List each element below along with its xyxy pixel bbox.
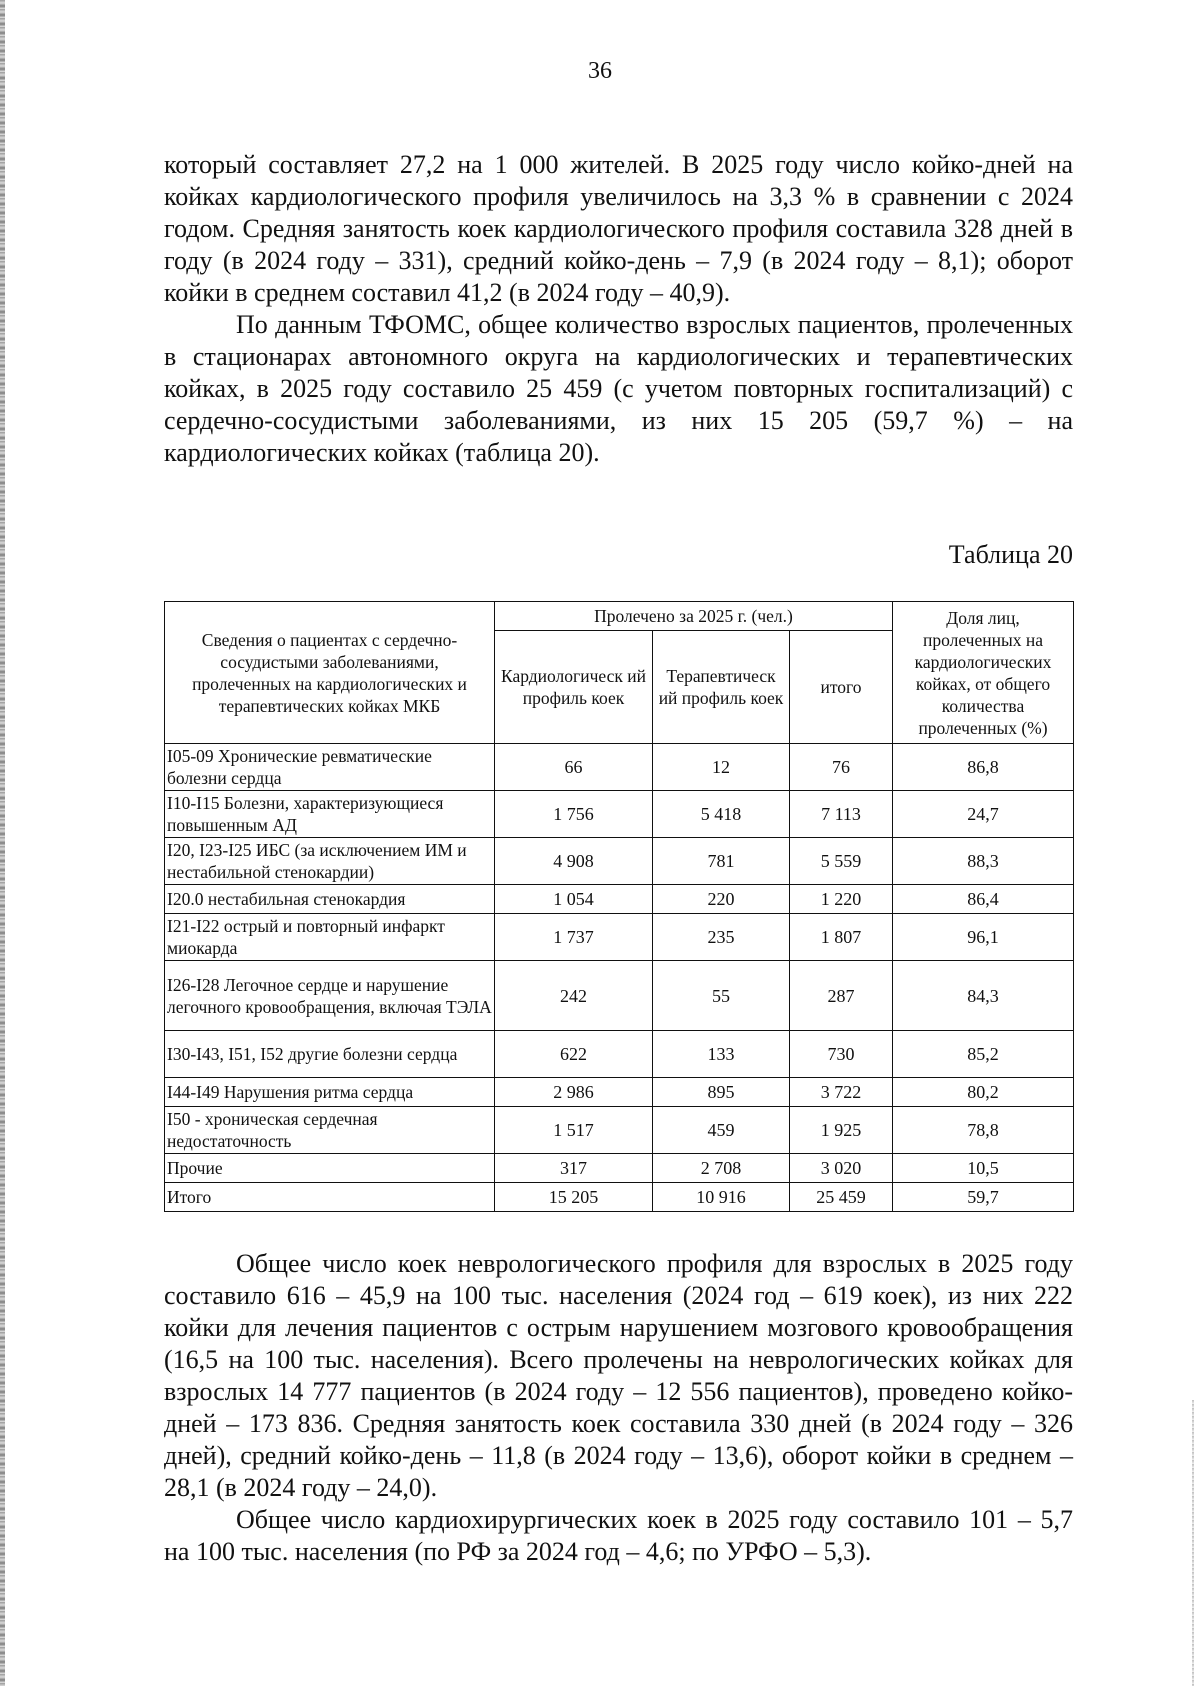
- cell-total: 1 220: [790, 885, 893, 914]
- cell-total: 1 807: [790, 914, 893, 961]
- row-label: I05-09 Хронические ревматические болезни сердца: [165, 744, 495, 791]
- cell-share: 88,3: [893, 838, 1074, 885]
- cell-total: 1 925: [790, 1107, 893, 1154]
- row-label: Итого: [165, 1183, 495, 1212]
- row-label: I26-I28 Легочное сердце и нарушение легочного кровообращения, включая ТЭЛА: [165, 961, 495, 1031]
- cell-share: 78,8: [893, 1107, 1074, 1154]
- row-label: I20, I23-I25 ИБС (за исключением ИМ и нестабильной стенокардии): [165, 838, 495, 885]
- table-row: [165, 1107, 1074, 1154]
- cell-cardio: 317: [495, 1154, 653, 1183]
- header-share: Доля лиц, пролеченных на кардиологических койках, от общего количества пролеченных (%): [893, 602, 1074, 744]
- cell-total: 76: [790, 744, 893, 791]
- paragraph: По данным ТФОМС, общее количество взрослых пациентов, пролеченных в стационарах автономного округа на кардиологических и терапевтических койках, в 2025 году составило 25 459 (с учетом повторных госпитализаций) с сердечно-сосудистыми заболеваниями, из них 15 205 (59,7 %) – на кардиологических койках (таблица 20).: [164, 310, 1073, 467]
- table-row: [165, 914, 1074, 961]
- cell-cardio: 622: [495, 1031, 653, 1078]
- cell-therapy: 895: [653, 1078, 790, 1107]
- table-row: [165, 1031, 1074, 1078]
- table-row: [165, 744, 1074, 791]
- table-row: [165, 838, 1074, 885]
- cell-total: 287: [790, 961, 893, 1031]
- scan-right-edge: [1192, 1400, 1194, 1686]
- table-row: [165, 885, 1074, 914]
- data-table: [164, 601, 1074, 1212]
- table-row: [165, 1078, 1074, 1107]
- row-label: I50 - хроническая сердечная недостаточность: [165, 1107, 495, 1154]
- cell-share: 96,1: [893, 914, 1074, 961]
- header-treated-group: Пролечено за 2025 г. (чел.): [495, 602, 893, 631]
- cell-cardio: 4 908: [495, 838, 653, 885]
- cell-total: 3 722: [790, 1078, 893, 1107]
- cell-therapy: 5 418: [653, 791, 790, 838]
- text-block-bottom: [164, 1248, 1073, 1568]
- cell-therapy: 133: [653, 1031, 790, 1078]
- cell-cardio: 1 737: [495, 914, 653, 961]
- cell-cardio: 242: [495, 961, 653, 1031]
- cell-cardio: 15 205: [495, 1183, 653, 1212]
- header-total: итого: [790, 631, 893, 744]
- table-row: [165, 961, 1074, 1031]
- cell-therapy: 55: [653, 961, 790, 1031]
- cell-total: 25 459: [790, 1183, 893, 1212]
- cell-therapy: 2 708: [653, 1154, 790, 1183]
- paragraph: Общее число коек неврологического профиля для взрослых в 2025 году составило 616 – 45,9 на 100 тыс. населения (2024 год – 619 коек), из них 222 койки для лечения пациентов с острым нарушением мозгового кровообращения (16,5 на 100 тыс. населения). Всего пролечены на неврологических койках для взрослых 14 777 пациентов (в 2024 году – 12 556 пациентов), проведено койко-дней – 173 836. Средняя занятость коек составила 330 дней (в 2024 году – 326 дней), средний койко-день – 11,8 (в 2024 году – 13,6), оборот койки в среднем – 28,1 (в 2024 году – 24,0).: [164, 1249, 1073, 1502]
- row-label: I10-I15 Болезни, характеризующиеся повышенным АД: [165, 791, 495, 838]
- cell-therapy: 12: [653, 744, 790, 791]
- cell-total: 7 113: [790, 791, 893, 838]
- cell-total: 3 020: [790, 1154, 893, 1183]
- row-label: I21-I22 острый и повторный инфаркт миокарда: [165, 914, 495, 961]
- cell-cardio: 1 756: [495, 791, 653, 838]
- cell-share: 85,2: [893, 1031, 1074, 1078]
- cell-share: 10,5: [893, 1154, 1074, 1183]
- cell-cardio: 1 517: [495, 1107, 653, 1154]
- row-label: Прочие: [165, 1154, 495, 1183]
- table-row: [165, 1154, 1074, 1183]
- cell-therapy: 235: [653, 914, 790, 961]
- table-row: [165, 1183, 1074, 1212]
- cell-share: 86,4: [893, 885, 1074, 914]
- text-block-top: [164, 149, 1073, 469]
- cell-therapy: 459: [653, 1107, 790, 1154]
- header-cardio: Кардиологическ ий профиль коек: [495, 631, 653, 744]
- cell-therapy: 220: [653, 885, 790, 914]
- scan-left-edge: [0, 0, 5, 1686]
- cell-share: 80,2: [893, 1078, 1074, 1107]
- header-therapy: Терапевтическ ий профиль коек: [653, 631, 790, 744]
- table-row: [165, 791, 1074, 838]
- paragraph: который составляет 27,2 на 1 000 жителей. В 2025 году число койко-дней на койках кардиологического профиля увеличилось на 3,3 % в сравнении с 2024 годом. Средняя занятость коек кардиологического профиля составила 328 дней в году (в 2024 году – 331), средний койко-день – 7,9 (в 2024 году – 8,1); оборот койки в среднем составил 41,2 (в 2024 году – 40,9).: [164, 150, 1073, 307]
- table-caption: Таблица 20: [948, 540, 1073, 569]
- cell-cardio: 2 986: [495, 1078, 653, 1107]
- cell-share: 24,7: [893, 791, 1074, 838]
- cell-share: 84,3: [893, 961, 1074, 1031]
- row-label: I20.0 нестабильная стенокардия: [165, 885, 495, 914]
- cell-total: 5 559: [790, 838, 893, 885]
- cell-therapy: 781: [653, 838, 790, 885]
- cell-share: 59,7: [893, 1183, 1074, 1212]
- cell-cardio: 66: [495, 744, 653, 791]
- row-label: I44-I49 Нарушения ритма сердца: [165, 1078, 495, 1107]
- cell-therapy: 10 916: [653, 1183, 790, 1212]
- cell-total: 730: [790, 1031, 893, 1078]
- header-patient-info: Сведения о пациентах с сердечно-сосудистыми заболеваниями, пролеченных на кардиологических и терапевтических койках МКБ: [165, 602, 495, 744]
- page-number: 36: [588, 58, 612, 84]
- paragraph: Общее число кардиохирургических коек в 2025 году составило 101 – 5,7 на 100 тыс. населения (по РФ за 2024 год – 4,6; по УРФО – 5,3).: [164, 1505, 1073, 1566]
- cell-share: 86,8: [893, 744, 1074, 791]
- row-label: I30-I43, I51, I52 другие болезни сердца: [165, 1031, 495, 1078]
- cell-cardio: 1 054: [495, 885, 653, 914]
